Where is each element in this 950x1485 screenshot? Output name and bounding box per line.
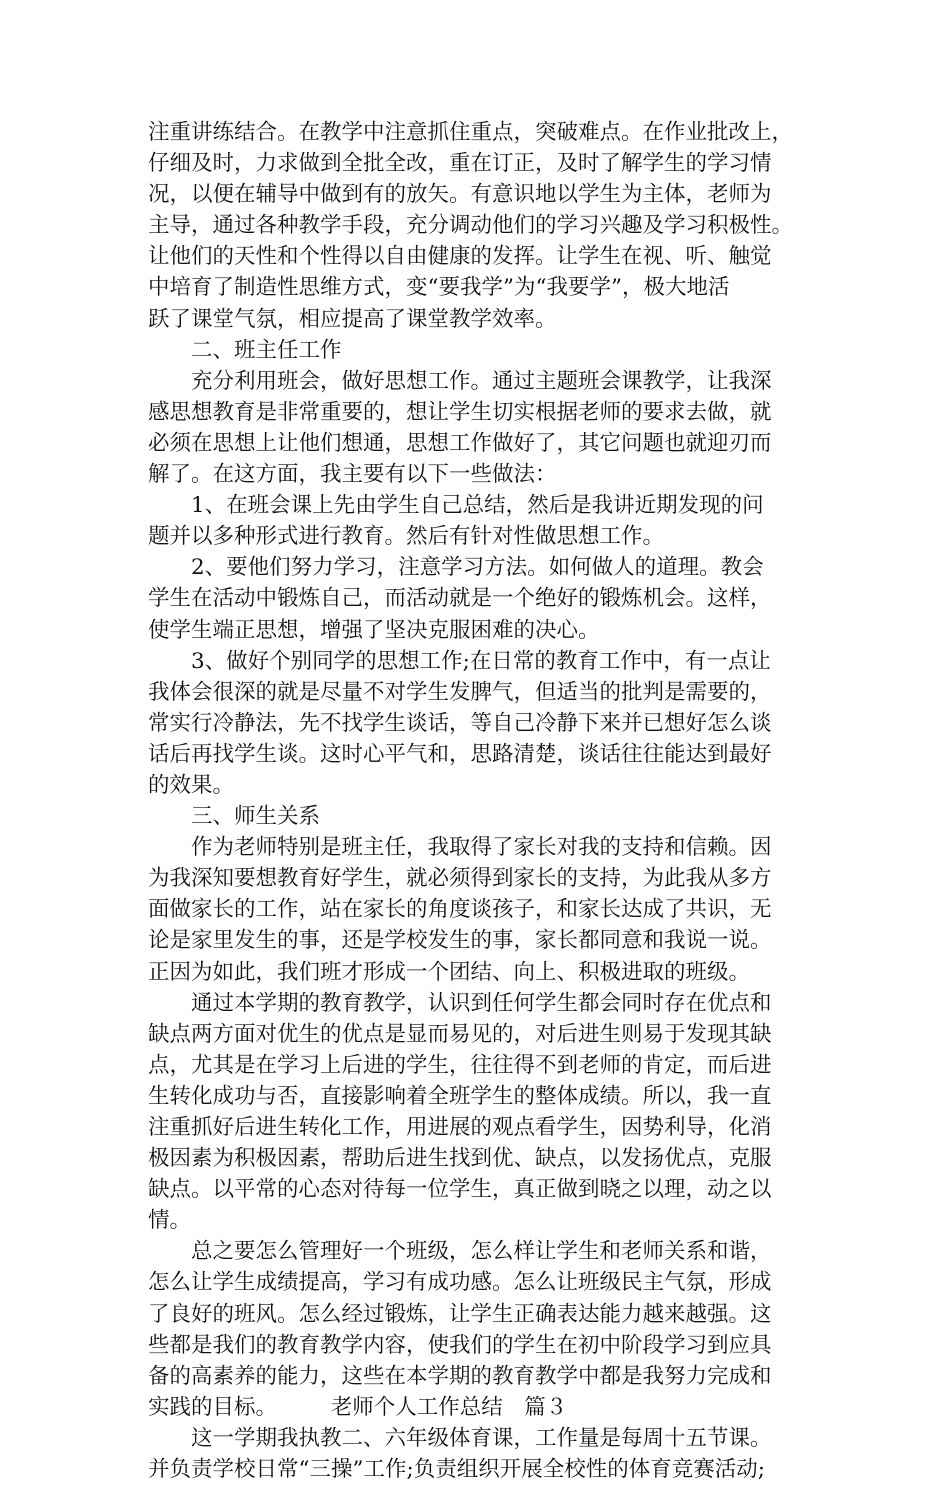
text-line: 题并以多种形式进行教育。然后有针对性做思想工作。 (148, 524, 665, 550)
text-line: 缺点。以平常的心态对待每一位学生，真正做到晓之以理，动之以 (148, 1177, 772, 1203)
text-line: 主导，通过各种教学手段，充分调动他们的学习兴趣及学习积极性。 (148, 213, 794, 239)
text-line: 作为老师特别是班主任，我取得了家长对我的支持和信赖。因 (148, 835, 772, 861)
text-line: 的效果。 (148, 772, 235, 798)
text-line: 正因为如此，我们班才形成一个团结、向上、积极进取的班级。 (148, 959, 751, 985)
text-line: 面做家长的工作，站在家长的角度谈孩子，和家长达成了共识，无 (148, 897, 772, 923)
text-line: 情。 (148, 1208, 192, 1234)
section-heading: 二、班主任工作 (148, 337, 342, 363)
text-line: 备的高素养的能力，这些在本学期的教育教学中都是我努力完成和 (148, 1363, 772, 1389)
text-line: 注重讲练结合。在教学中注意抓住重点，突破难点。在作业批改上， (148, 120, 794, 145)
section-heading: 三、师生关系 (148, 804, 321, 830)
text-line: 为我深知要想教育好学生，就必须得到家长的支持，为此我从多方 (148, 866, 772, 892)
text-line: 怎么让学生成绩提高，学习有成功感。怎么让班级民主气氛，形成 (148, 1270, 772, 1296)
text-line: 并负责学校日常“三操”工作;负责组织开展全校性的体育竞赛活动; (148, 1457, 765, 1483)
document-body (148, 117, 820, 1485)
text-line: 使学生端正思想，增强了坚决克服困难的决心。 (148, 617, 600, 643)
text-line: 况，以便在辅导中做到有的放矢。有意识地以学生为主体，老师为 (148, 182, 772, 208)
text-line: 生转化成功与否，直接影响着全班学生的整体成绩。所以，我一直 (148, 1083, 772, 1109)
text-line: 我体会很深的就是尽量不对学生发脾气，但适当的批判是需要的， (148, 679, 772, 705)
text-line: 注重抓好后进生转化工作，用进展的观点看学生，因势利导，化消 (148, 1115, 772, 1140)
text-line: 论是家里发生的事，还是学校发生的事，家长都同意和我说一说。 (148, 928, 772, 954)
text-line: 解了。在这方面，我主要有以下一些做法： (148, 462, 557, 488)
text-line: 这一学期我执教二、六年级体育课，工作量是每周十五节课。 (148, 1425, 772, 1451)
text-line: 充分利用班会，做好思想工作。通过主题班会课教学，让我深 (148, 368, 772, 394)
text-line: 极因素为积极因素，帮助后进生找到优、缺点，以发扬优点，克服 (148, 1146, 772, 1172)
text-line-with-section-title: 实践的目标。 老师个人工作总结 篇３ (148, 1394, 568, 1420)
text-line: 学生在活动中锻炼自己，而活动就是一个绝好的锻炼机会。这样， (148, 586, 772, 612)
text-line: 缺点两方面对优生的优点是显而易见的，对后进生则易于发现其缺 (148, 1021, 772, 1047)
text-line: 2、要他们努力学习，注意学习方法。如何做人的道理。教会 (148, 555, 764, 581)
text-line: 感思想教育是非常重要的，想让学生切实根据老师的要求去做，就 (148, 399, 772, 425)
text-line: 仔细及时，力求做到全批全改，重在订正，及时了解学生的学习情 (148, 151, 772, 177)
text-line: 常实行冷静法，先不找学生谈话，等自己冷静下来并已想好怎么谈 (148, 710, 772, 736)
text-line: 了良好的班风。怎么经过锻炼，让学生正确表达能力越来越强。这 (148, 1301, 772, 1327)
text-line: 通过本学期的教育教学，认识到任何学生都会同时存在优点和 (148, 990, 772, 1016)
text-line: 些都是我们的教育教学内容，使我们的学生在初中阶段学习到应具 (148, 1332, 772, 1358)
text-line: 1、在班会课上先由学生自己总结，然后是我讲近期发现的问 (148, 493, 764, 519)
text-line: 跃了课堂气氛，相应提高了课堂教学效率。 (148, 306, 557, 332)
text-line: 点，尤其是在学习上后进的学生，往往得不到老师的肯定，而后进 (148, 1052, 772, 1078)
text-line: 总之要怎么管理好一个班级，怎么样让学生和老师关系和谐， (148, 1239, 772, 1265)
text-line: 必须在思想上让他们想通，思想工作做好了，其它问题也就迎刃而 (148, 430, 772, 456)
text-line: 让他们的天性和个性得以自由健康的发挥。让学生在视、听、触觉 (148, 244, 772, 270)
text-line: 话后再找学生谈。这时心平气和，思路清楚，谈话往往能达到最好 (148, 741, 772, 767)
text-line: 中培育了制造性思维方式，变“要我学”为“我要学”，极大地活 (148, 275, 730, 301)
text-line: 3、做好个别同学的思想工作;在日常的教育工作中，有一点让 (148, 648, 771, 674)
